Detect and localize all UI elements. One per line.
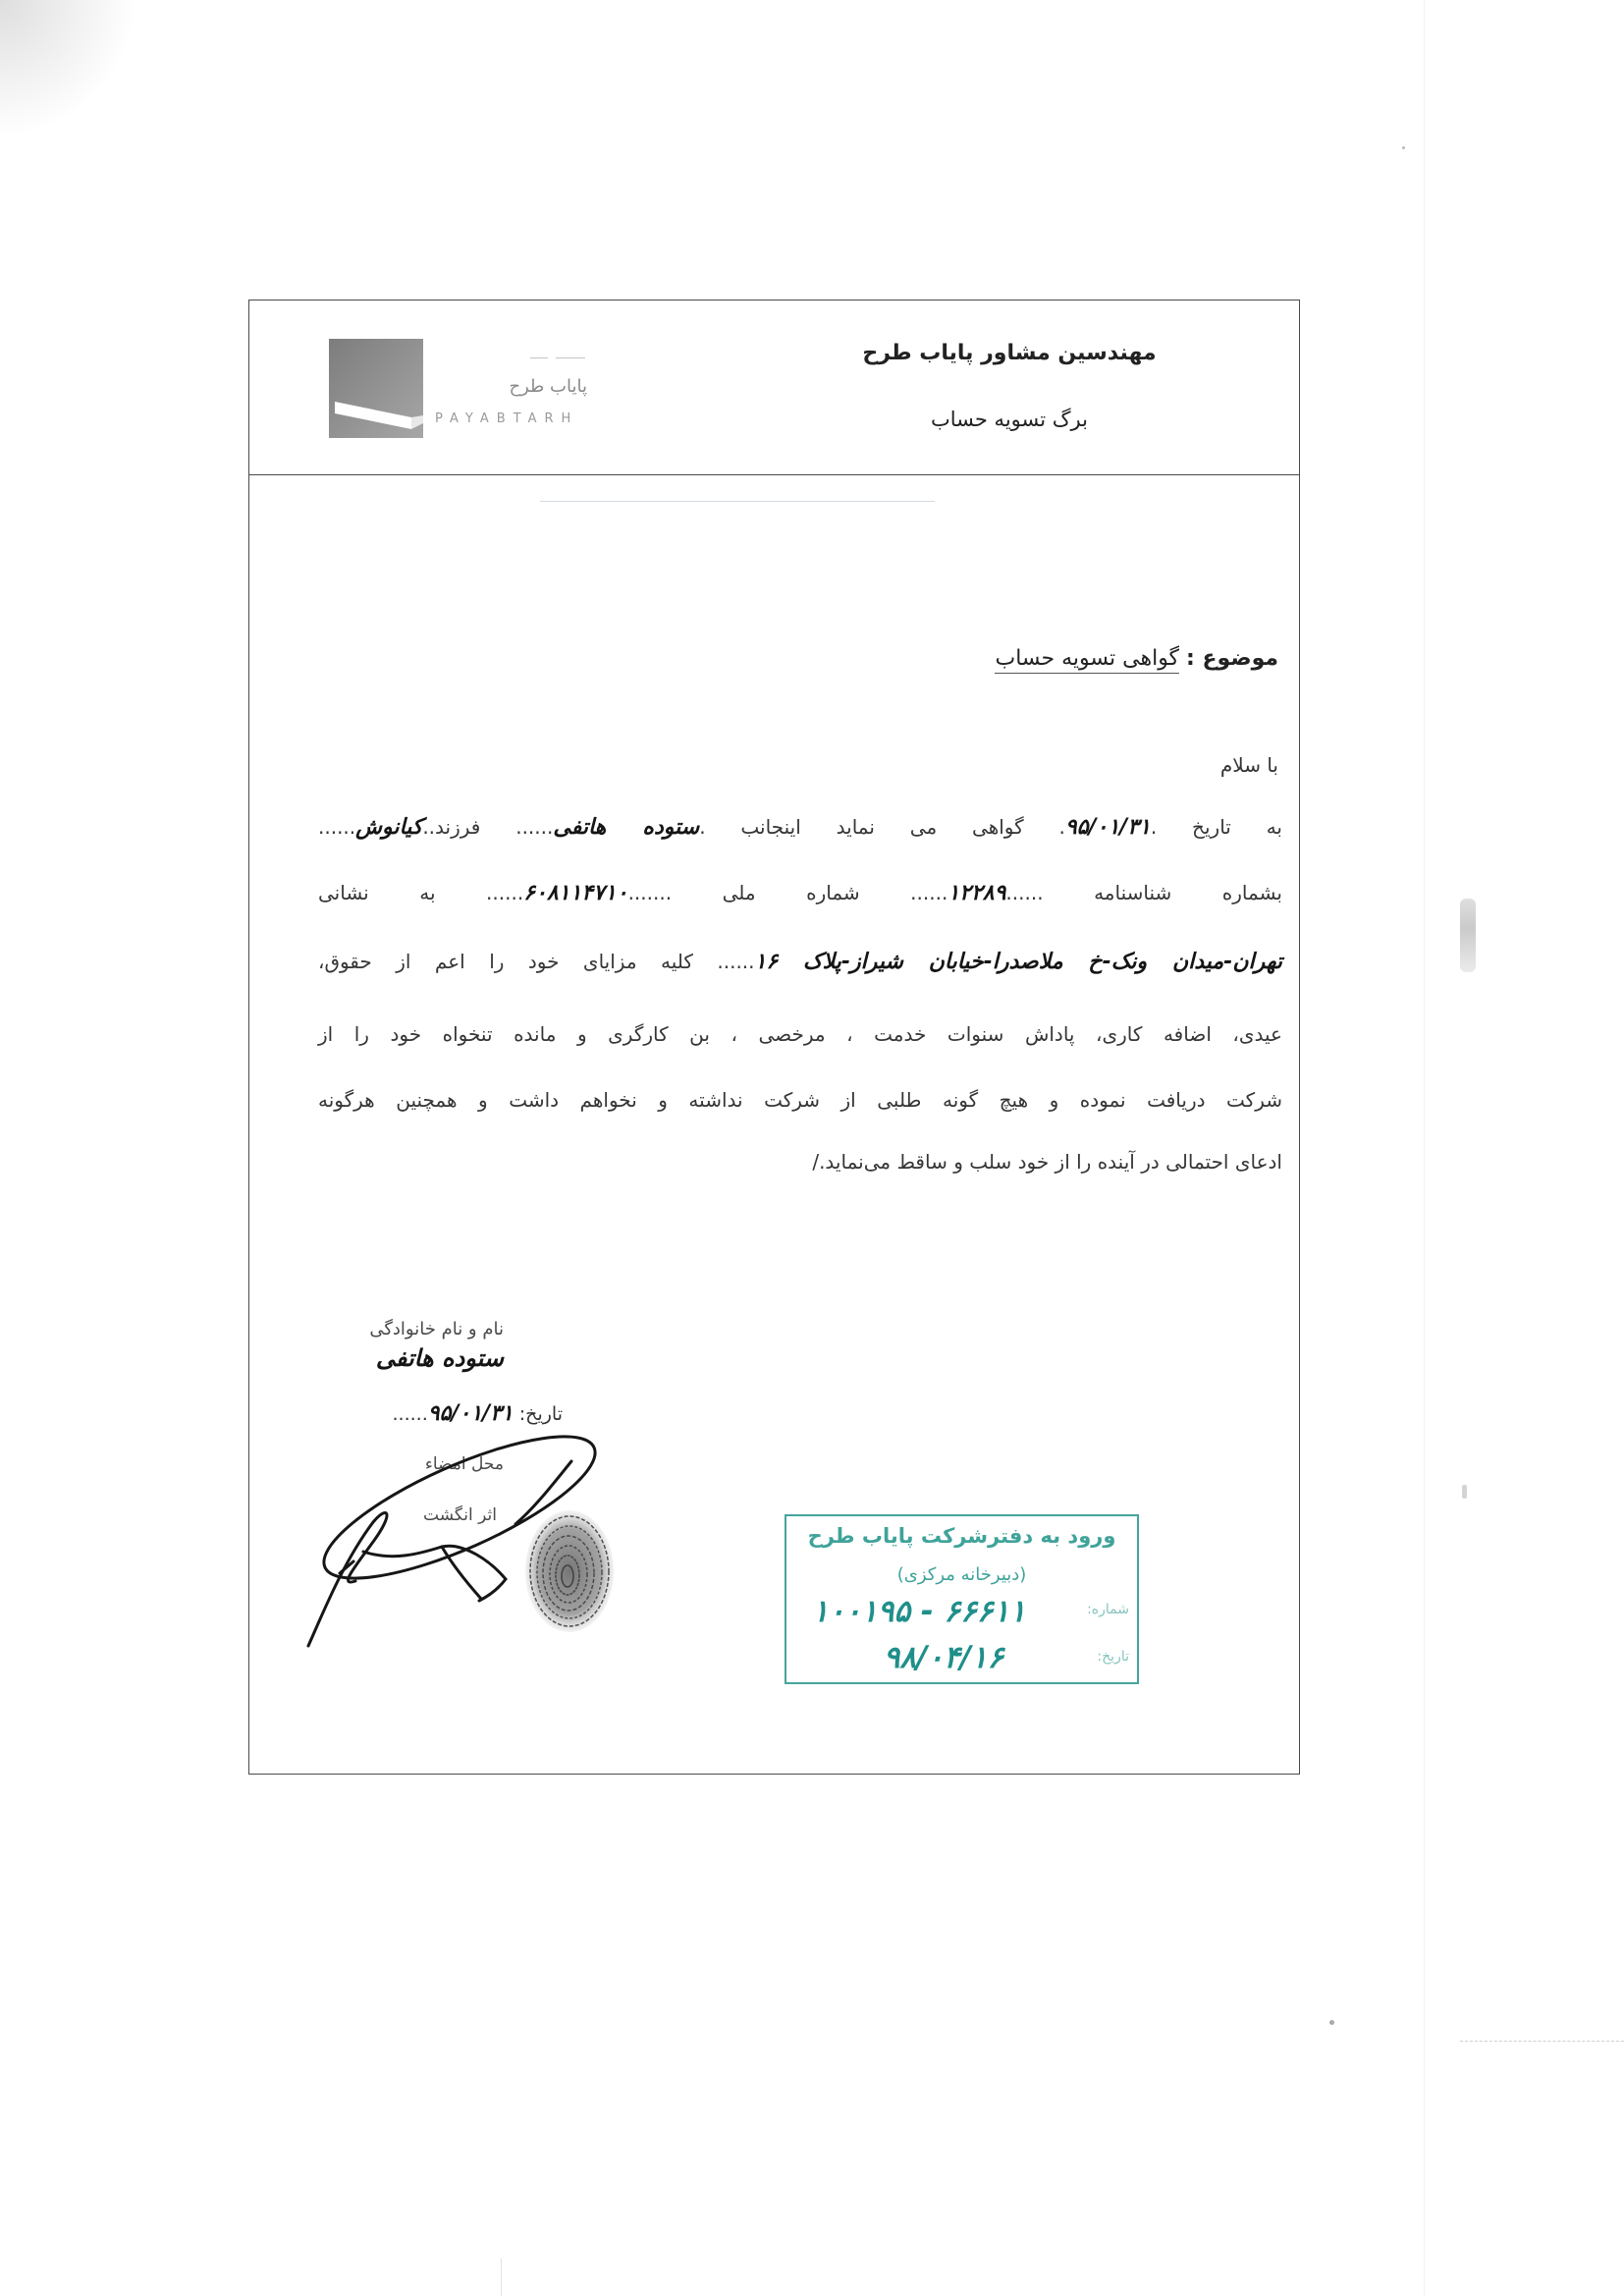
body-line-6: ادعای احتمالی در آینده را از خود سلب و ساقط می‌نماید./	[812, 1150, 1282, 1174]
greeting: با سلام	[1219, 753, 1278, 777]
body-line-3	[318, 945, 1282, 979]
body-text: به تاریخ .	[1150, 815, 1282, 839]
payabtarh-logo-icon	[329, 339, 423, 438]
scan-fold-line	[1424, 0, 1425, 2296]
signer-name-label: نام و نام خانوادگی	[369, 1319, 504, 1339]
handwritten-name: ستوده هاتفی	[553, 815, 700, 840]
handwritten-father-name: کیانوش	[355, 815, 423, 840]
fingerprint-body	[525, 1510, 614, 1632]
logo-name-en: PAYABTARH	[435, 411, 579, 426]
fingerprint-label: اثر انگشت	[423, 1505, 497, 1525]
body-text: . گواهی می نماید اینجانب .	[699, 815, 1065, 839]
body-line-2	[318, 876, 1282, 910]
handwritten-national-id: ۶۰۸۱۱۴۷۱۰	[523, 881, 628, 905]
company-name: مهندسین مشاور پایاب طرح	[862, 341, 1157, 365]
fingerprint-mark	[525, 1510, 614, 1632]
scan-edge-line	[1460, 2041, 1624, 2042]
header-divider	[248, 474, 1300, 475]
signature-place-label: محل امضاء	[424, 1454, 504, 1474]
handwritten-signer-name: ستوده هاتفی	[375, 1344, 504, 1372]
subject-value: گواهی تسویه حساب	[995, 646, 1179, 674]
handwritten-registry-date: ۹۸/۰۴/۱۶	[883, 1640, 1004, 1675]
body-text: بشماره شناسنامه ......	[1005, 881, 1282, 904]
registry-stamp	[785, 1514, 1139, 1684]
body-text: ...... به نشانی	[318, 881, 524, 904]
stamp-date-label: تاریخ:	[1097, 1649, 1129, 1665]
signer-date-label: تاریخ:	[518, 1403, 563, 1425]
body-line-4: عیدی، اضافه کاری، پاداش سنوات خدمت ، مرخصی ، بن کارگری و مانده تنخواه خود را از	[318, 1022, 1282, 1046]
stamp-title: ورود به دفترشرکت پایاب طرح	[807, 1524, 1116, 1548]
handwritten-signer-date: ۹۵/۰۱/۳۱	[427, 1401, 514, 1426]
scan-speck	[1402, 146, 1405, 149]
body-text: ...... شماره ملی .......	[627, 881, 948, 904]
body-text: ...... فرزند..	[422, 815, 554, 839]
body-text: ...... کلیه مزایای خود را اعم از حقوق،	[318, 950, 755, 973]
scan-smudge	[1462, 1485, 1467, 1499]
logo-name-fa: پایاب طرح	[509, 376, 587, 397]
signature-stroke	[308, 1512, 387, 1646]
scan-speck	[1329, 2020, 1334, 2025]
stamp-number-label: شماره:	[1087, 1602, 1129, 1617]
header-underline-rule	[540, 501, 935, 502]
stamp-subtitle: (دبیرخانه مرکزی)	[896, 1564, 1027, 1585]
handwritten-birth-certificate-no: ۱۲۲۸۹	[947, 881, 1006, 905]
body-line-5: شرکت دریافت نموده و هیچ گونه طلبی از شرکت نداشته و نخواهم داشت و همچنین هرگونه	[318, 1088, 1282, 1112]
form-title: برگ تسویه حساب	[931, 408, 1088, 431]
subject-label: موضوع :	[1186, 646, 1278, 671]
body-text: ......	[318, 815, 356, 839]
body-line-1	[318, 810, 1282, 845]
subject-line	[995, 641, 1278, 677]
date-leader-dots: ......	[392, 1403, 428, 1425]
scan-smudge	[1460, 899, 1476, 972]
logo-tagline-rule	[556, 357, 585, 358]
logo-tagline-rule	[530, 357, 548, 358]
scan-edge-line	[501, 2259, 502, 2296]
handwritten-date: ۹۵/۰۱/۳۱	[1064, 815, 1151, 840]
scan-corner-shadow	[0, 0, 137, 137]
handwritten-address: تهران-میدان ونک-خ ملاصدرا-خیابان شیراز-پلاک ۱۶	[754, 950, 1282, 974]
signature-and-fingerprint	[295, 1414, 628, 1660]
handwritten-registry-number: ۱۰۰۱۹۵ - ۶۶۶۱۱	[812, 1594, 1026, 1629]
signature-stroke	[363, 1546, 506, 1601]
